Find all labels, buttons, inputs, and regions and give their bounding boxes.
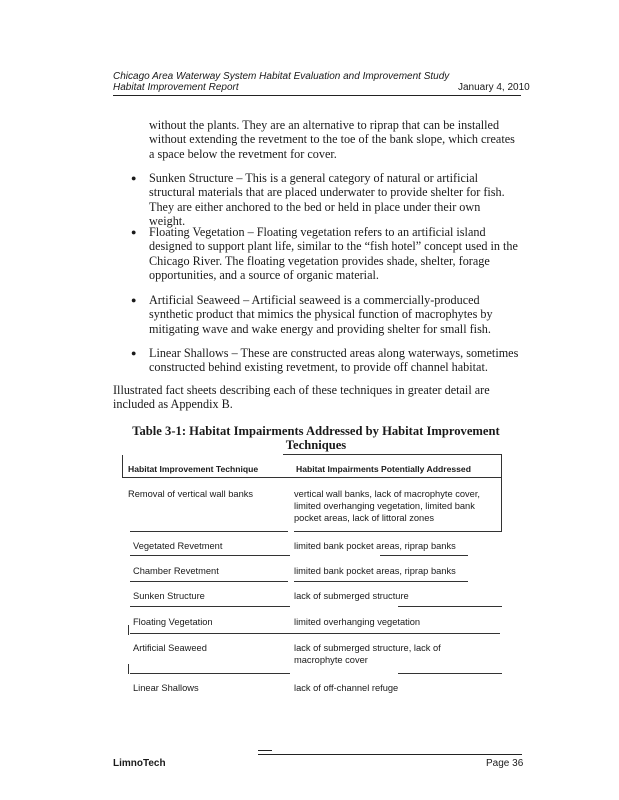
table-cell-impairments: lack of off-channel refuge xyxy=(294,683,399,693)
row-divider xyxy=(398,673,502,674)
table-title: Table 3-1: Habitat Impairments Addressed by Habitat Improvement Techniques xyxy=(132,424,500,452)
table-cell-technique: Removal of vertical wall banks xyxy=(128,489,254,499)
table-cell-impairments: lack of submerged structure, lack of macrophyte cover xyxy=(294,643,441,665)
column-header-impairments: Habitat Impairments Potentially Addressed xyxy=(296,464,471,474)
table-header-rule xyxy=(122,477,502,478)
table-cell-technique: Sunken Structure xyxy=(133,591,205,601)
closing-paragraph: Illustrated fact sheets describing each of these techniques in greater detail are included as Appendix B. xyxy=(113,383,490,412)
bullet-item-artificial-seaweed: Artificial Seaweed – Artificial seaweed is a commercially-produced synthetic product that mimics the physical function of macrophytes by mitigating wave and wake energy and providing shelter for small fish. xyxy=(149,293,493,336)
row-divider xyxy=(380,555,468,556)
row-divider xyxy=(130,633,500,634)
table-cell-technique: Vegetated Revetment xyxy=(133,541,223,551)
continuation-paragraph: without the plants. They are an alternative to riprap that can be installed without extending the revetment to the toe of the bank slope, which creates a space below the revetment for cover. xyxy=(149,118,515,161)
footer-rule xyxy=(258,754,522,755)
report-date: January 4, 2010 xyxy=(458,82,530,93)
bullet-icon: ● xyxy=(131,295,137,305)
bullet-item-sunken-structure: Sunken Structure – This is a general category of natural or artificial structural materials that are placed underwater to provide shelter for fish. They are either anchored to the bed or held in place under their own weight. xyxy=(149,171,505,229)
table-cell-technique: Chamber Revetment xyxy=(133,566,219,576)
table-cell-impairments: limited bank pocket areas, riprap banks xyxy=(294,566,456,576)
row-divider xyxy=(130,531,288,532)
table-cell-impairments: limited overhanging vegetation xyxy=(294,617,421,627)
footer-company: LimnoTech xyxy=(113,758,166,769)
row-divider xyxy=(294,531,502,532)
bullet-icon: ● xyxy=(131,173,137,183)
report-series-title: Chicago Area Waterway System Habitat Evaluation and Improvement Study xyxy=(113,71,450,82)
page-number: Page 36 xyxy=(486,758,524,769)
table-cell-technique: Artificial Seaweed xyxy=(133,643,207,653)
report-title: Habitat Improvement Report xyxy=(113,82,239,93)
table-left-border xyxy=(128,625,129,635)
table-left-border xyxy=(122,455,123,477)
table-left-border xyxy=(128,664,129,674)
table-cell-impairments: limited bank pocket areas, riprap banks xyxy=(294,541,456,551)
row-divider xyxy=(130,555,290,556)
bullet-item-floating-vegetation: Floating Vegetation – Floating vegetation refers to an artificial island designed to support plant life, similar to the “fish hotel” concept used in the Chicago River. The floating vegetation provides shade, shelter, forage opportunities, and a source of organic material. xyxy=(149,225,518,283)
column-header-technique: Habitat Improvement Technique xyxy=(128,464,259,474)
table-cell-technique: Floating Vegetation xyxy=(133,617,213,627)
row-divider xyxy=(130,606,290,607)
row-divider xyxy=(294,581,468,582)
table-cell-technique: Linear Shallows xyxy=(133,683,199,693)
footer-mark xyxy=(258,750,272,751)
bullet-item-linear-shallows: Linear Shallows – These are constructed areas along waterways, sometimes constructed behind existing revetment, to provide off channel habitat. xyxy=(149,346,519,375)
row-divider xyxy=(130,581,288,582)
header-rule xyxy=(113,95,521,96)
row-divider xyxy=(130,673,290,674)
table-cell-impairments: lack of submerged structure xyxy=(294,591,409,601)
bullet-icon: ● xyxy=(131,227,137,237)
row-divider xyxy=(398,606,502,607)
table-cell-impairments: vertical wall banks, lack of macrophyte cover, limited overhanging vegetation, limited bank pocket areas, lack of littoral zones xyxy=(294,489,481,523)
table-right-border xyxy=(501,455,502,531)
table-top-rule xyxy=(283,454,502,455)
bullet-icon: ● xyxy=(131,348,137,358)
